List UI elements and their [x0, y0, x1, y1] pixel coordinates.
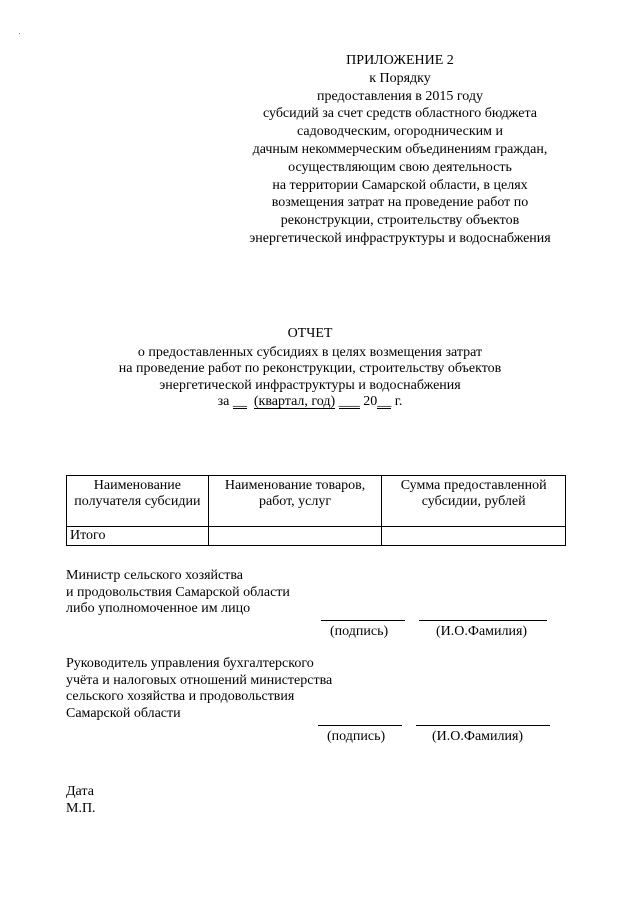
report-line: о предоставленных субсидиях в целях возмещения затрат	[137, 344, 483, 360]
signature-line[interactable]	[321, 620, 405, 621]
footer	[66, 783, 96, 817]
signatory-line: Министр сельского хозяйства	[66, 568, 243, 583]
appendix-line: дачным некоммерческим объединениям граждан,	[252, 141, 548, 157]
table-total-row	[67, 527, 566, 546]
stamp-label: М.П.	[66, 801, 96, 816]
signatory-line: либо уполномоченное им лицо	[66, 601, 251, 616]
appendix-line: реконструкции, строительству объектов	[280, 213, 520, 229]
year-prefix: 20	[363, 394, 378, 409]
appendix-line: осуществляющим свою деятельность	[288, 159, 512, 175]
period-blank: __	[232, 394, 247, 409]
signature-line[interactable]	[318, 725, 402, 726]
appendix-line: возмещения затрат на проведение работ по	[271, 195, 529, 211]
total-amount-cell[interactable]	[382, 527, 566, 546]
name-caption: (И.О.Фамилия)	[436, 624, 528, 639]
name-line[interactable]	[416, 725, 550, 726]
total-goods-cell[interactable]	[208, 527, 382, 546]
table-header-row	[67, 476, 566, 527]
appendix-line: садоводческим, огородническим и	[297, 124, 503, 140]
name-caption: (И.О.Фамилия)	[432, 729, 524, 744]
report-period	[60, 394, 560, 411]
signature-caption: (подпись)	[327, 729, 386, 744]
report-line: энергетической инфраструктуры и водоснабжения	[159, 377, 461, 393]
signature-caption: (подпись)	[330, 624, 389, 639]
appendix-line: ПРИЛОЖЕНИЕ 2	[346, 53, 454, 68]
signatory-line: Самарской области	[66, 705, 181, 721]
signatory-line: и продовольствия Самарской области	[66, 584, 290, 600]
date-label: Дата	[66, 784, 94, 799]
minister-signature-block	[66, 568, 290, 618]
signatory-line: сельского хозяйства и продовольствия	[66, 689, 295, 704]
year-blank: __	[377, 394, 392, 409]
header-recipient: Наименование получателя субсидии	[67, 476, 209, 527]
appendix-line: энергетической инфраструктуры и водоснабжения	[249, 230, 551, 246]
accounting-head-signature-block	[66, 656, 332, 722]
report-title: ОТЧЕТ	[287, 326, 333, 341]
name-line[interactable]	[419, 620, 547, 621]
appendix-header	[220, 52, 580, 248]
header-amount: Сумма предоставленной субсидии, рублей	[382, 476, 566, 527]
period-suffix: г.	[394, 394, 403, 409]
signatory-line: Руководитель управления бухгалтерского	[66, 656, 314, 671]
total-label: Итого	[67, 527, 209, 546]
period-prefix: за	[217, 394, 230, 409]
appendix-line: предоставления в 2015 году	[317, 88, 483, 104]
appendix-line: на территории Самарской области, в целях	[272, 177, 528, 193]
signatory-line: учёта и налоговых отношений министерства	[66, 672, 333, 688]
subsidy-table	[66, 475, 566, 546]
appendix-line: к Порядку	[369, 70, 431, 86]
report-heading	[60, 326, 560, 411]
header-goods: Наименование товаров, работ, услуг	[208, 476, 382, 527]
period-quarter-year: (квартал, год)	[253, 394, 336, 409]
appendix-line: субсидий за счет средств областного бюджета	[262, 106, 538, 122]
scan-dot	[19, 33, 20, 34]
period-blank-tail: ___	[338, 394, 360, 409]
report-line: на проведение работ по реконструкции, строительству объектов	[118, 361, 502, 376]
